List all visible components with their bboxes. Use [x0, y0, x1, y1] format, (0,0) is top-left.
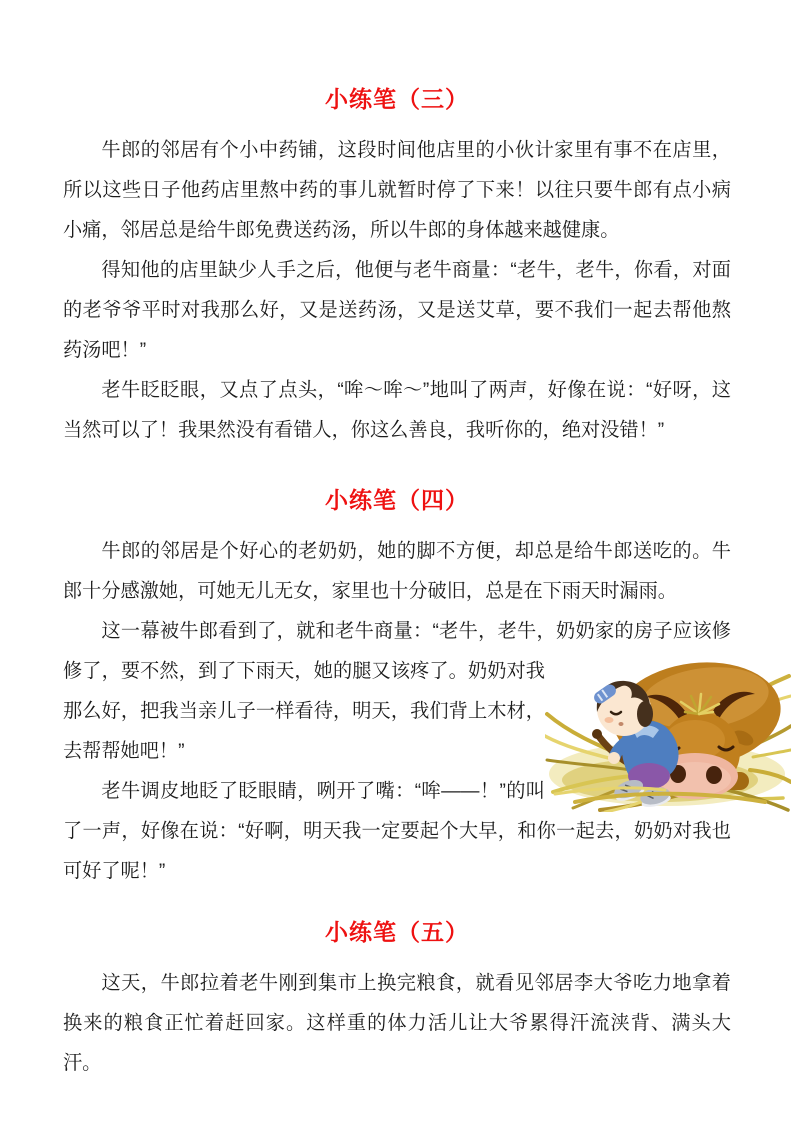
- section-3-paragraph-1: 牛郎的邻居有个小中药铺，这段时间他店里的小伙计家里有事不在店里，所以这些日子他药店里熬中药的事儿就暂时停了下来！以往只要牛郎有点小病小痛，邻居总是给牛郎免费送药汤，所以牛郎的身体越来越健康。: [63, 140, 731, 241]
- section-4-paragraph-3: 老牛调皮地眨了眨眼睛，咧开了嘴：“哞——！”的叫了一声，好像在说：“好啊，明天我一定要起个大早，和你一起去，奶奶对我也可好了呢！”: [63, 781, 731, 882]
- section-exercise-4: [63, 486, 731, 892]
- section-4-paragraph-2: 这一幕被牛郎看到了，就和老牛商量：“老牛，老牛，奶奶家的房子应该修修了，要不然，到了下雨天，她的腿又该疼了。奶奶对我那么好，把我当亲儿子一样看待，明天，我们背上木材，去帮帮她吧！”: [63, 621, 731, 762]
- section-exercise-5: [63, 918, 731, 1084]
- section-5-paragraph-1: 这天，牛郎拉着老牛刚到集市上换完粮食，就看见邻居李大爷吃力地拿着换来的粮食正忙着赶回家。这样重的体力活儿让大爷累得汗流浃背、满头大汗。: [63, 973, 731, 1074]
- section-exercise-3: [63, 85, 731, 451]
- section-3-paragraph-3: 老牛眨眨眼，又点了点头，“哞～哞～”地叫了两声，好像在说：“好呀，这当然可以了！我果然没有看错人，你这么善良，我听你的，绝对没错！”: [63, 380, 731, 441]
- section-4-paragraph-1: 牛郎的邻居是个好心的老奶奶，她的脚不方便，却总是给牛郎送吃的。牛郎十分感激她，可她无儿无女，家里也十分破旧，总是在下雨天时漏雨。: [63, 541, 731, 602]
- section-3-title: 小练笔（三）: [325, 86, 469, 112]
- section-3-paragraph-2: 得知他的店里缺少人手之后，他便与老牛商量：“老牛，老牛，你看，对面的老爷爷平时对我那么好，又是送药汤，又是送艾草，要不我们一起去帮他熬药汤吧！”: [63, 260, 731, 361]
- section-4-title: 小练笔（四）: [325, 487, 469, 513]
- boy-sleeping-on-ox-image: [545, 652, 791, 812]
- section-5-title: 小练笔（五）: [325, 919, 469, 945]
